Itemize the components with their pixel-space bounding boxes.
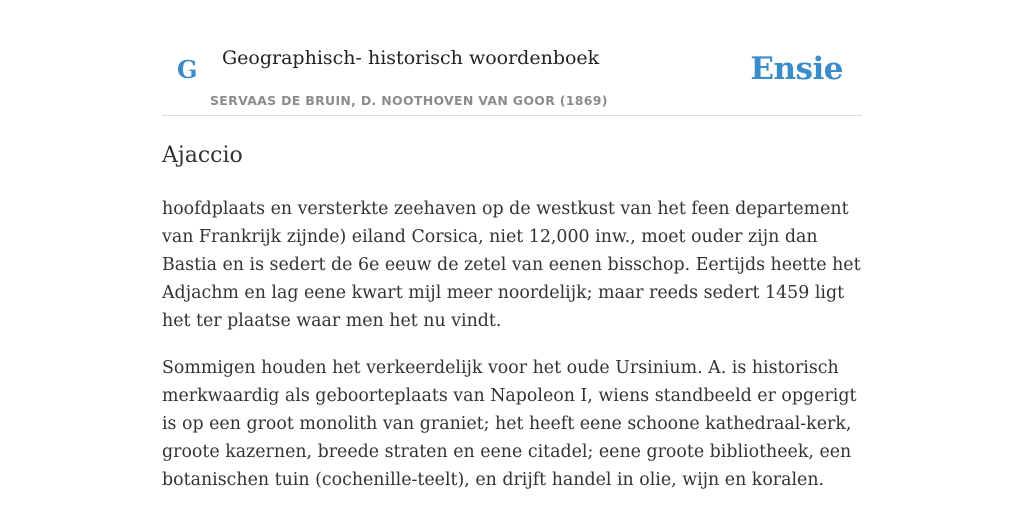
book-author: SERVAAS DE BRUIN, D. NOOTHOVEN VAN GOOR (1869) xyxy=(210,93,608,108)
entry-paragraph: hoofdplaats en versterkte zeehaven op de westkust van het feen departement van Frankrijk zijnde) eiland Corsica, niet 12,000 inw., moet ouder zijn dan Bastia en is sedert de 6e eeuw de zetel van eenen bisschop. Eertijds heette het Adjachm en lag eene kwart mijl meer noordelijk; maar reeds sedert 1459 ligt het ter plaatse waar men het nu vindt. xyxy=(162,199,861,331)
entry-paragraph: Sommigen houden het verkeerdelijk voor het oude Ursinium. A. is historisch merkwaardig als geboorteplaats van Napoleon I, wiens standbeeld er opgerigt is op een groot monolith van graniet; het heeft eene schoone kathedraal-kerk, groote kazernen, breede straten en eene citadel; eene groote bibliotheek, een botanischen tuin (cochenille-teelt), en drijft handel in olie, wijn en koralen. xyxy=(162,358,857,490)
entry-body xyxy=(162,195,862,494)
ensie-logo-link[interactable]: Ensie xyxy=(750,51,843,87)
book-icon[interactable]: G xyxy=(177,55,198,84)
page xyxy=(162,0,862,494)
entry-title: Ajaccio xyxy=(162,143,243,168)
book-title-link[interactable]: Geographisch- historisch woordenboek xyxy=(222,47,600,69)
header xyxy=(162,0,862,116)
